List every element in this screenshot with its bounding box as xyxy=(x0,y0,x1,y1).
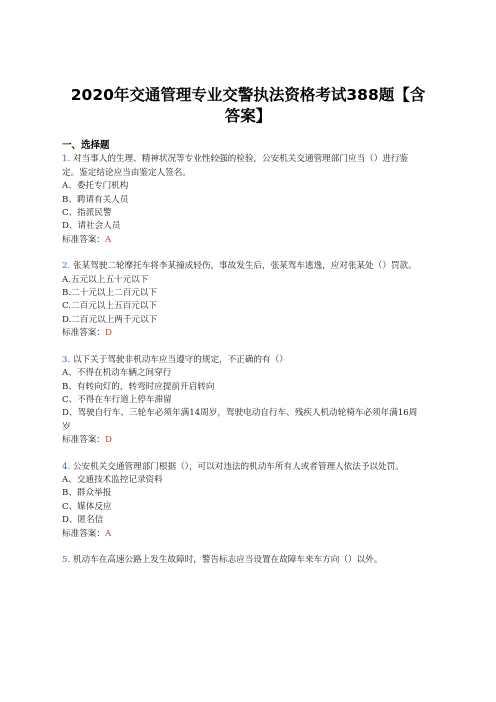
question-text: 以下关于驾驶非机动车应当遵守的规定，不正确的有（） xyxy=(72,354,288,365)
answer-value: D xyxy=(104,435,112,446)
answer-value: A xyxy=(104,234,112,245)
answer-line xyxy=(62,327,418,340)
answer-value: D xyxy=(104,328,112,339)
option-a: A、委托专门机构 xyxy=(62,181,129,192)
option-b: B、有转向灯的，转弯时应提前开启转向 xyxy=(62,381,215,392)
answer-label: 标准答案： xyxy=(62,328,105,339)
question-text: 张某驾驶二轮摩托车将李某撞成轻伤，事故发生后，张某驾车逃逸，应对张某处（）罚款。 xyxy=(72,261,417,272)
question-text: 公安机关交通管理部门根据（），可以对违法的机动车所有人或者管理人依法予以处罚。 xyxy=(72,461,404,472)
option-c: C、指派民警 xyxy=(62,208,112,219)
option-b: B、群众举报 xyxy=(62,488,112,499)
document-title xyxy=(60,85,436,127)
answer-label: 标准答案： xyxy=(62,435,105,446)
answer-line xyxy=(62,528,418,541)
answer-value: A xyxy=(104,528,112,539)
option-d: D、驾驶自行车、三轮车必须年满14周岁，驾驶电动自行车、残疾人机动轮椅车必须年满16周岁 xyxy=(62,408,418,432)
option-d: D、匿名信 xyxy=(62,515,104,526)
question-stem xyxy=(62,354,418,367)
question-4 xyxy=(62,461,418,541)
option-a: A.五元以上五十元以下 xyxy=(62,274,149,285)
option-b: B.二十元以上二百元以下 xyxy=(62,288,157,299)
option-c: C.二百元以上五百元以下 xyxy=(62,301,157,312)
question-stem xyxy=(62,153,418,180)
option-c: C、不得在车行道上停车滞留 xyxy=(62,394,172,405)
question-number: 4. xyxy=(62,461,71,472)
answer-label: 标准答案： xyxy=(62,234,105,245)
question-number: 5. xyxy=(62,554,71,565)
section-heading: 一、选择题 xyxy=(62,140,110,151)
question-3 xyxy=(62,354,418,448)
question-number: 3. xyxy=(62,354,71,365)
answer-line xyxy=(62,234,418,247)
question-5 xyxy=(62,554,418,567)
question-number: 1. xyxy=(62,154,71,165)
question-stem xyxy=(62,260,418,273)
question-1 xyxy=(62,153,418,247)
option-a: A、不得在机动车辆之间穿行 xyxy=(62,368,172,379)
question-stem xyxy=(62,461,418,474)
title-line-2: 答案】 xyxy=(224,107,272,125)
question-stem xyxy=(62,554,418,567)
title-line-1: 2020年交通管理专业交警执法资格考试388题【含 xyxy=(70,86,426,104)
option-b: B、聘请有关人员 xyxy=(62,194,129,205)
question-list xyxy=(62,139,418,567)
option-c: C、媒体反应 xyxy=(62,501,112,512)
option-d: D、请社会人员 xyxy=(62,221,121,232)
question-number: 2. xyxy=(62,261,71,272)
question-2 xyxy=(62,260,418,340)
question-text: 对当事人的生理、精神状况等专业性较强的检验，公安机关交通管理部门应当（）进行鉴定。鉴定结论应当由鉴定人签名。 xyxy=(62,154,409,178)
answer-label: 标准答案： xyxy=(62,528,105,539)
option-a: A、交通技术监控记录资料 xyxy=(62,474,163,485)
answer-line xyxy=(62,434,418,447)
question-text: 机动车在高速公路上发生故障时，警告标志应当设置在故障车来车方向（）以外。 xyxy=(72,554,383,565)
option-d: D.二百元以上两千元以下 xyxy=(62,314,158,325)
